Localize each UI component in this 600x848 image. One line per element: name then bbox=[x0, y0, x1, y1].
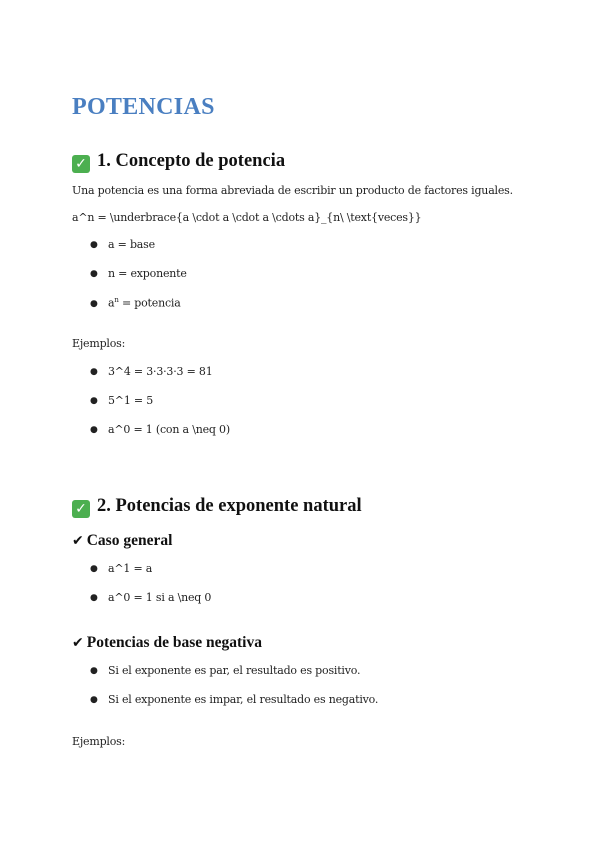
list-item-text: 3^4 = 3·3·3·3 = 81 bbox=[108, 365, 213, 378]
list-item-text: Si el exponente es impar, el resultado es negativo. bbox=[108, 693, 379, 706]
list-item bbox=[90, 664, 360, 677]
bullet-icon: ● bbox=[90, 396, 98, 406]
check-mark-icon: ✔ bbox=[72, 533, 84, 549]
list-item bbox=[90, 423, 230, 436]
check-box-icon: ✓ bbox=[72, 155, 90, 173]
bullet-icon: ● bbox=[90, 593, 98, 603]
list-item bbox=[90, 365, 213, 378]
list-item-text: = potencia bbox=[118, 296, 181, 310]
check-box-icon: ✓ bbox=[72, 500, 90, 518]
list-item bbox=[90, 296, 181, 310]
list-item-text: a^0 = 1 si a \neq 0 bbox=[108, 591, 212, 604]
list-item bbox=[90, 693, 378, 706]
section-heading-text: 1. Concepto de potencia bbox=[97, 151, 286, 171]
list-item-text: Si el exponente es par, el resultado es positivo. bbox=[108, 664, 361, 677]
bullet-icon: ● bbox=[90, 298, 98, 309]
list-item bbox=[90, 591, 211, 604]
intro-paragraph: Una potencia es una forma abreviada de escribir un producto de factores iguales. bbox=[72, 184, 513, 197]
bullet-icon: ● bbox=[90, 695, 98, 705]
examples-label: Ejemplos: bbox=[72, 735, 126, 748]
bullet-icon: ● bbox=[90, 367, 98, 377]
power-exponent: n bbox=[114, 296, 119, 304]
check-mark-icon: ✔ bbox=[72, 635, 84, 651]
list-item bbox=[90, 267, 187, 280]
section-heading-concepto bbox=[72, 151, 285, 173]
subsection-heading-text: Caso general bbox=[86, 532, 173, 549]
bullet-icon: ● bbox=[90, 666, 98, 676]
list-item-text: a = base bbox=[108, 238, 155, 251]
bullet-icon: ● bbox=[90, 269, 98, 279]
bullet-icon: ● bbox=[90, 425, 98, 435]
bullet-icon: ● bbox=[90, 564, 98, 574]
section-heading-exponente-natural bbox=[72, 496, 362, 518]
formula-text: a^n = \underbrace{a \cdot a \cdot a \cdots a}_{n\ \text{veces}} bbox=[72, 211, 422, 224]
list-item bbox=[90, 394, 153, 407]
section-heading-text: 2. Potencias de exponente natural bbox=[97, 496, 362, 516]
examples-label: Ejemplos: bbox=[72, 337, 126, 350]
list-item-text: a^0 = 1 (con a \neq 0) bbox=[108, 423, 230, 436]
subsection-heading-text: Potencias de base negativa bbox=[86, 634, 262, 651]
list-item-text: n = exponente bbox=[108, 267, 187, 280]
list-item bbox=[90, 562, 152, 575]
list-item-text: 5^1 = 5 bbox=[108, 394, 154, 407]
list-item-text: a^1 = a bbox=[108, 562, 153, 575]
list-item bbox=[90, 238, 155, 251]
page-title: POTENCIAS bbox=[72, 94, 215, 120]
subsection-heading-caso-general bbox=[72, 532, 172, 550]
power-base: a bbox=[108, 296, 115, 310]
bullet-icon: ● bbox=[90, 240, 98, 250]
subsection-heading-base-negativa bbox=[72, 634, 262, 652]
